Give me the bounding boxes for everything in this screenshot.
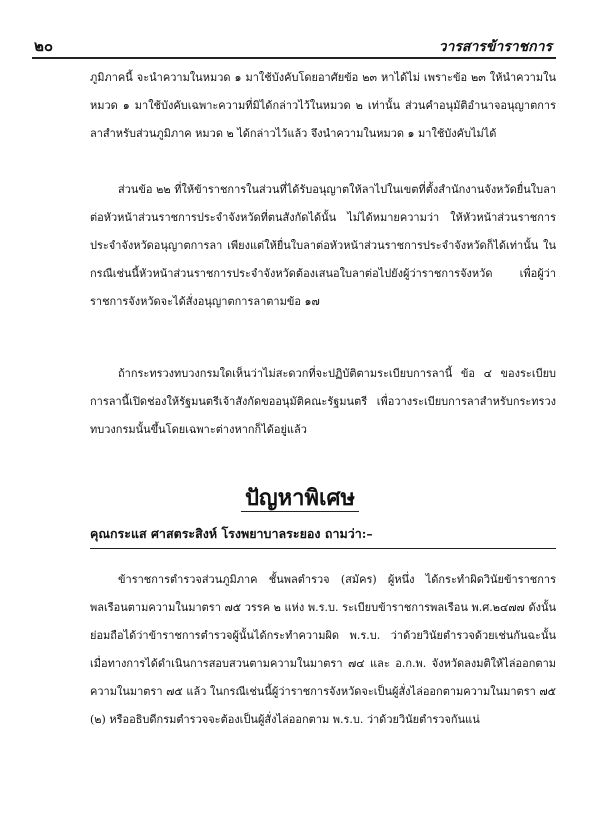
paragraph-article-22: ส่วนข้อ ๒๒ ที่ให้ข้าราชการในส่วนที่ได้รับอนุญาตให้ลาไปในเขตที่ตั้งสำนักงานจังหวัดยื่นใบลาต่อหัวหน้าส่วนราชการประจำจังหวัดที่ตนสังกัดได้นั้น ไม่ได้หมายความว่า ให้หัวหน้าส่วนราชการประจำจังหวัดอนุญาตการลา เพียงแต่ให้ยื่นใบลาต่อหัวหน้าส่วนราชการประจำจังหวัดก็ได้เท่านั้น ในกรณีเช่นนี้หัวหน้าส่วนราชการประจำจังหวัดต้องเสนอใบลาต่อไปยังผู้ว่าราชการจังหวัด เพื่อผู้ว่าราชการจังหวัดจะได้สั่งอนุญาตการลาตามข้อ ๑๗	[90, 183, 556, 308]
running-header: วารสารข้าราชการ	[438, 39, 552, 55]
page-number: ๒๐	[34, 37, 54, 55]
question-rule	[90, 548, 556, 549]
question-intro: คุณกระแส ศาสตระสิงห์ โรงพยาบาลระยอง ถามว่า:–	[90, 526, 373, 541]
section-heading-text: ปัญหาพิเศษ	[241, 485, 359, 512]
paragraph-continuation: ภูมิภาคนี้ จะนำความในหมวด ๑ มาใช้บังคับโดยอาศัยข้อ ๒๓ หาได้ไม่ เพราะข้อ ๒๓ ให้นำความในหมวด ๑ มาใช้บังคับเฉพาะความที่มิได้กล่าวไว้ในหมวด ๒ เท่านั้น ส่วนคำอนุมัติอำนาจอนุญาตการลาสำหรับส่วนภูมิภาค หมวด ๒ ได้กล่าวไว้แล้ว จึงนำความในหมวด ๑ มาใช้บังคับไม่ได้	[90, 71, 556, 140]
header-rule	[32, 57, 556, 59]
section-heading	[0, 480, 600, 515]
question-body: ข้าราชการตำรวจส่วนภูมิภาค ชั้นพลตำรวจ (สมัคร) ผู้หนึ่ง ได้กระทำผิดวินัยข้าราชการพลเรือนตามความในมาตรา ๗๕ วรรค ๒ แห่ง พ.ร.บ. ระเบียบข้าราชการพลเรือน พ.ศ.๒๔๗๗ ดังนั้น ย่อมถือได้ว่าข้าราชการตำรวจผู้นั้นได้กระทำความผิด พ.ร.บ. ว่าด้วยวินัยตำรวจด้วยเช่นกันฉะนั้น เมื่อทางการได้ดำเนินการสอบสวนตามความในมาตรา ๗๔ และ อ.ก.พ. จังหวัดลงมติให้ไล่ออกตามความในมาตรา ๗๕ แล้ว ในกรณีเช่นนี้ผู้ว่าราชการจังหวัดจะเป็นผู้สั่งไล่ออกตามความในมาตรา ๗๕ (๒) หรืออธิบดีกรมตำรวจจะต้องเป็นผู้สั่งไล่ออกตาม พ.ร.บ. ว่าด้วยวินัยตำรวจกันแน่	[90, 573, 556, 726]
paragraph-ministry-rules: ถ้ากระทรวงทบวงกรมใดเห็นว่าไม่สะดวกที่จะปฏิบัติตามระเบียบการลานี้ ข้อ ๔ ของระเบียบการลานี้เปิดช่องให้รัฐมนตรีเจ้าสังกัดขออนุมัติคณะรัฐมนตรี เพื่อวางระเบียบการลาสำหรับกระทรวงทบวงกรมนั้นขึ้นโดยเฉพาะต่างหากก็ได้อยู่แล้ว	[90, 367, 556, 436]
